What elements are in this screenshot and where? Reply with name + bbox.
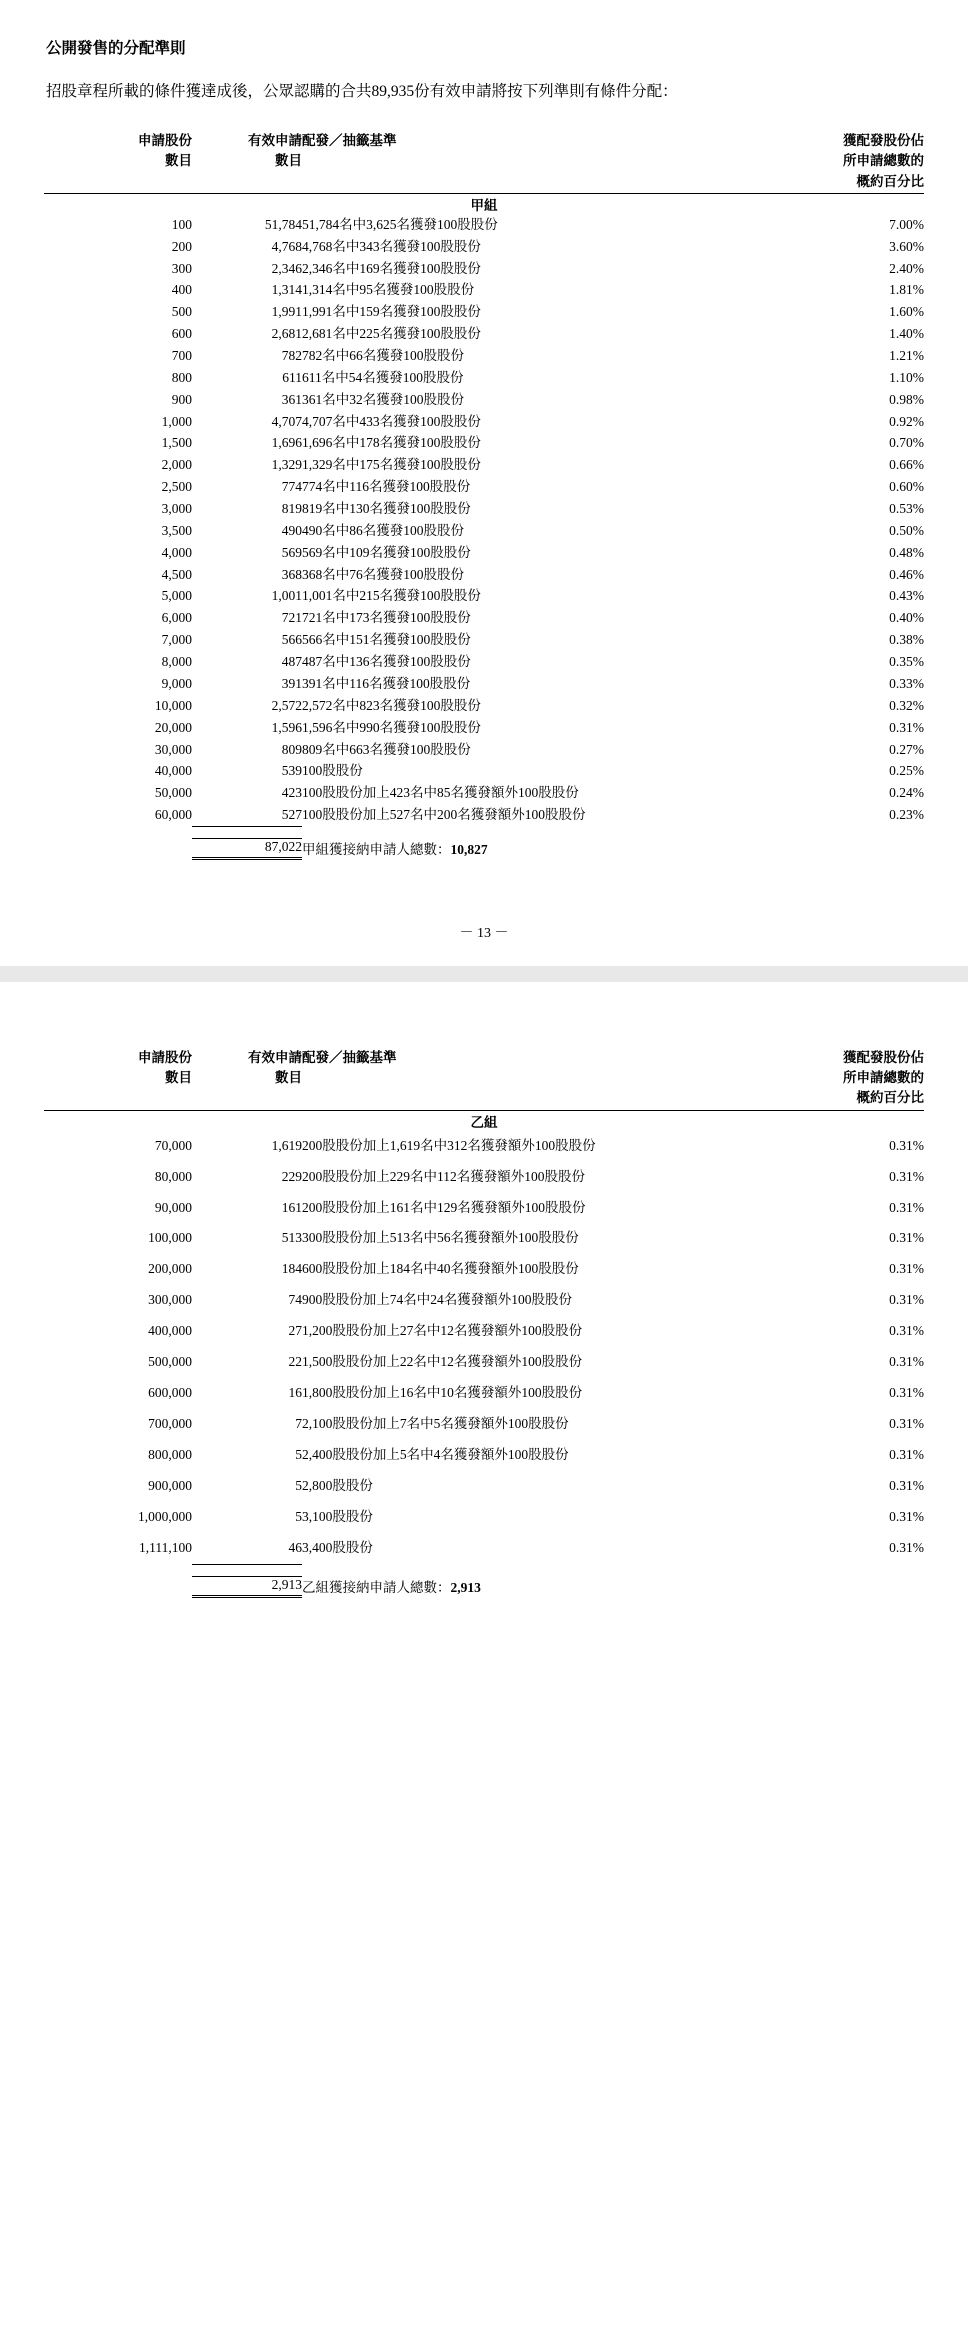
spacer-cell-b2 bbox=[192, 1566, 302, 1577]
table-row bbox=[44, 1409, 924, 1440]
cell-allocation-basis: 368名中76名獲發100股股份 bbox=[302, 566, 464, 582]
cell-percentage: 0.70% bbox=[889, 435, 924, 451]
cell-valid-applications: 1,991 bbox=[271, 304, 302, 320]
cell-allocation-basis: 3,400股股份 bbox=[302, 1539, 373, 1555]
table-row bbox=[44, 279, 924, 301]
cell-allocation-basis: 611名中54名獲發100股股份 bbox=[302, 369, 464, 385]
cell-allocation-basis: 4,707名中433名獲發100股股份 bbox=[302, 413, 481, 429]
total-valid-applications-b: 2,913 bbox=[192, 1576, 302, 1596]
table-row bbox=[44, 607, 924, 629]
cell-apply-shares: 40,000 bbox=[154, 763, 192, 779]
total-empty-cell bbox=[44, 838, 192, 858]
cell-apply-shares: 60,000 bbox=[154, 807, 192, 823]
header-pct-line2-b: 所申請總數的 bbox=[843, 1070, 924, 1086]
cell-percentage: 0.31% bbox=[889, 1385, 924, 1401]
cell-apply-shares: 1,500 bbox=[161, 435, 192, 451]
cell-apply-shares: 200,000 bbox=[148, 1261, 192, 1277]
cell-percentage: 0.33% bbox=[889, 675, 924, 691]
cell-valid-applications: 809 bbox=[281, 741, 302, 757]
cell-apply-shares: 4,000 bbox=[161, 544, 192, 560]
document-page-1 bbox=[0, 0, 968, 966]
cell-apply-shares: 20,000 bbox=[154, 719, 192, 735]
table-row bbox=[44, 629, 924, 651]
header-allocation-basis: 配發／抽籤基準 bbox=[302, 133, 397, 149]
cell-apply-shares: 500 bbox=[171, 304, 192, 320]
cell-percentage: 1.10% bbox=[889, 369, 924, 385]
cell-allocation-basis: 2,400股股份加上5名中4名獲發額外100股股份 bbox=[302, 1446, 569, 1462]
total-row-group-b bbox=[44, 1576, 924, 1596]
cell-apply-shares: 50,000 bbox=[154, 785, 192, 801]
cell-valid-applications: 1,596 bbox=[271, 719, 302, 735]
cell-allocation-basis: 487名中136名獲發100股股份 bbox=[302, 654, 471, 670]
table-row bbox=[44, 323, 924, 345]
header-apply-shares bbox=[44, 131, 192, 192]
table-row bbox=[44, 585, 924, 607]
cell-percentage: 0.25% bbox=[889, 763, 924, 779]
header-apply-line1-b: 申請股份 bbox=[138, 1049, 192, 1065]
table-body-group-b bbox=[44, 1131, 924, 1564]
cell-apply-shares: 2,000 bbox=[161, 457, 192, 473]
header-pct-line3: 概約百分比 bbox=[856, 173, 924, 189]
table-row bbox=[44, 236, 924, 258]
table-row bbox=[44, 389, 924, 411]
cell-percentage: 0.50% bbox=[889, 522, 924, 538]
table-row bbox=[44, 1378, 924, 1409]
cell-percentage: 1.40% bbox=[889, 326, 924, 342]
cell-percentage: 0.98% bbox=[889, 391, 924, 407]
cell-allocation-basis: 1,991名中159名獲發100股股份 bbox=[302, 304, 481, 320]
cell-allocation-basis: 300股股份加上513名中56名獲發額外100股股份 bbox=[302, 1230, 579, 1246]
cell-percentage: 0.48% bbox=[889, 544, 924, 560]
table-row bbox=[44, 301, 924, 323]
cell-allocation-basis: 391名中116名獲發100股股份 bbox=[302, 675, 471, 691]
cell-valid-applications: 5 bbox=[295, 1446, 302, 1462]
total-label-prefix-b: 乙組獲接納申請人總數： bbox=[302, 1580, 451, 1596]
cell-allocation-basis: 2,800股股份 bbox=[302, 1477, 373, 1493]
cell-valid-applications: 423 bbox=[281, 785, 302, 801]
cell-percentage: 0.31% bbox=[889, 1137, 924, 1153]
cell-allocation-basis: 1,314名中95名獲發100股股份 bbox=[302, 282, 475, 298]
cell-valid-applications: 391 bbox=[281, 675, 302, 691]
cell-valid-applications: 184 bbox=[281, 1261, 302, 1277]
cell-allocation-basis: 809名中663名獲發100股股份 bbox=[302, 741, 471, 757]
cell-percentage: 0.66% bbox=[889, 457, 924, 473]
table-row bbox=[44, 564, 924, 586]
cell-percentage: 0.23% bbox=[889, 807, 924, 823]
cell-valid-applications: 161 bbox=[281, 1199, 302, 1215]
table-row bbox=[44, 651, 924, 673]
cell-valid-applications: 22 bbox=[288, 1354, 302, 1370]
cell-valid-applications: 487 bbox=[281, 654, 302, 670]
table-row bbox=[44, 542, 924, 564]
cell-apply-shares: 9,000 bbox=[161, 675, 192, 691]
cell-apply-shares: 1,000 bbox=[161, 413, 192, 429]
cell-valid-applications: 721 bbox=[281, 610, 302, 626]
cell-valid-applications: 611 bbox=[282, 369, 302, 385]
total-label-prefix-a: 甲組獲接納申請人總數： bbox=[302, 842, 451, 858]
header-pct-line2: 所申請總數的 bbox=[843, 153, 924, 169]
cell-percentage: 0.24% bbox=[889, 785, 924, 801]
table-row bbox=[44, 1285, 924, 1316]
cell-apply-shares: 300,000 bbox=[148, 1292, 192, 1308]
spacer-cell-b3 bbox=[302, 1566, 774, 1577]
table-row bbox=[44, 1316, 924, 1347]
total-label-b bbox=[302, 1576, 924, 1596]
cell-percentage: 0.32% bbox=[889, 697, 924, 713]
cell-apply-shares: 200 bbox=[171, 238, 192, 254]
cell-allocation-basis: 2,346名中169名獲發100股股份 bbox=[302, 260, 481, 276]
table-row bbox=[44, 411, 924, 433]
cell-percentage: 0.31% bbox=[889, 1415, 924, 1431]
cell-percentage: 0.31% bbox=[889, 1446, 924, 1462]
table-body-group-a bbox=[44, 214, 924, 827]
cell-allocation-basis: 1,200股股份加上27名中12名獲發額外100股股份 bbox=[302, 1323, 583, 1339]
table-row bbox=[44, 717, 924, 739]
cell-percentage: 0.43% bbox=[889, 588, 924, 604]
table-row bbox=[44, 258, 924, 280]
cell-apply-shares: 400 bbox=[171, 282, 192, 298]
cell-valid-applications: 774 bbox=[281, 479, 302, 495]
table-row bbox=[44, 760, 924, 782]
cell-apply-shares: 30,000 bbox=[154, 741, 192, 757]
cell-valid-applications: 4,768 bbox=[271, 238, 302, 254]
cell-allocation-basis: 782名中66名獲發100股股份 bbox=[302, 348, 464, 364]
group-label-row-b bbox=[44, 1110, 924, 1131]
cell-percentage: 0.92% bbox=[889, 413, 924, 429]
cell-percentage: 1.60% bbox=[889, 304, 924, 320]
cell-apply-shares: 900 bbox=[171, 391, 192, 407]
cell-percentage: 0.31% bbox=[889, 1199, 924, 1215]
table-row bbox=[44, 498, 924, 520]
cell-apply-shares: 7,000 bbox=[161, 632, 192, 648]
cell-valid-applications: 1,314 bbox=[271, 282, 302, 298]
cell-allocation-basis: 569名中109名獲發100股股份 bbox=[302, 544, 471, 560]
table-row bbox=[44, 782, 924, 804]
cell-percentage: 1.81% bbox=[889, 282, 924, 298]
cell-percentage: 2.40% bbox=[889, 260, 924, 276]
allocation-table-group-a bbox=[44, 131, 924, 860]
cell-apply-shares: 80,000 bbox=[154, 1168, 192, 1184]
cell-valid-applications: 1,329 bbox=[271, 457, 302, 473]
cell-allocation-basis: 1,696名中178名獲發100股股份 bbox=[302, 435, 481, 451]
cell-valid-applications: 513 bbox=[281, 1230, 302, 1246]
cell-allocation-basis: 819名中130名獲發100股股份 bbox=[302, 501, 471, 517]
cell-valid-applications: 4,707 bbox=[271, 413, 302, 429]
cell-percentage: 0.31% bbox=[889, 1230, 924, 1246]
total-valid-applications-a: 87,022 bbox=[192, 838, 302, 858]
table-row bbox=[44, 520, 924, 542]
cell-apply-shares: 3,500 bbox=[161, 522, 192, 538]
table-row bbox=[44, 476, 924, 498]
cell-allocation-basis: 200股股份加上229名中112名獲發額外100股股份 bbox=[302, 1168, 585, 1184]
table-row bbox=[44, 345, 924, 367]
table-row bbox=[44, 739, 924, 761]
cell-allocation-basis: 490名中86名獲發100股股份 bbox=[302, 522, 464, 538]
cell-allocation-basis: 100股股份加上527名中200名獲發額外100股股份 bbox=[302, 807, 586, 823]
cell-apply-shares: 900,000 bbox=[148, 1477, 192, 1493]
cell-valid-applications: 566 bbox=[281, 632, 302, 648]
header-valid-line1-b: 有效申請 bbox=[248, 1049, 302, 1065]
cell-allocation-basis: 1,800股股份加上16名中10名獲發額外100股股份 bbox=[302, 1385, 583, 1401]
header-apply-line2-b: 數目 bbox=[165, 1070, 192, 1086]
group-label-row bbox=[44, 193, 924, 214]
cell-apply-shares: 10,000 bbox=[154, 697, 192, 713]
cell-percentage: 0.53% bbox=[889, 501, 924, 517]
cell-allocation-basis: 1,596名中990名獲發100股股份 bbox=[302, 719, 481, 735]
header-valid-line2: 數目 bbox=[275, 153, 302, 169]
cell-valid-applications: 5 bbox=[295, 1477, 302, 1493]
spacer-cell-b1 bbox=[44, 1566, 192, 1577]
cell-percentage: 0.46% bbox=[889, 566, 924, 582]
total-row-group-a bbox=[44, 838, 924, 858]
cell-allocation-basis: 600股股份加上184名中40名獲發額外100股股份 bbox=[302, 1261, 579, 1277]
table-header-row bbox=[44, 131, 924, 192]
table-row bbox=[44, 1502, 924, 1533]
cell-valid-applications: 1,619 bbox=[271, 1137, 302, 1153]
cell-valid-applications: 2,572 bbox=[271, 697, 302, 713]
cell-percentage: 7.00% bbox=[889, 216, 924, 232]
page-separator bbox=[0, 966, 968, 982]
cell-apply-shares: 100,000 bbox=[148, 1230, 192, 1246]
cell-percentage: 0.31% bbox=[889, 1292, 924, 1308]
cell-valid-applications: 229 bbox=[281, 1168, 302, 1184]
cell-valid-applications: 368 bbox=[281, 566, 302, 582]
table-row bbox=[44, 1533, 924, 1564]
table-row bbox=[44, 1223, 924, 1254]
cell-valid-applications: 527 bbox=[281, 807, 302, 823]
spacer-cell-2 bbox=[192, 828, 302, 839]
intro-paragraph: 招股章程所載的條件獲達成後，公眾認購的合共89,935份有效申請將按下列準則有條件分配： bbox=[46, 83, 678, 100]
table-row bbox=[44, 695, 924, 717]
header-valid-applications-b bbox=[192, 1048, 302, 1109]
cell-valid-applications: 490 bbox=[281, 522, 302, 538]
spacer-cell-3 bbox=[302, 828, 774, 839]
cell-valid-applications: 74 bbox=[288, 1292, 302, 1308]
cell-valid-applications: 1,696 bbox=[271, 435, 302, 451]
cell-apply-shares: 70,000 bbox=[154, 1137, 192, 1153]
cell-allocation-basis: 4,768名中343名獲發100股股份 bbox=[302, 238, 481, 254]
cell-allocation-basis: 721名中173名獲發100股股份 bbox=[302, 610, 471, 626]
cell-percentage: 0.31% bbox=[889, 1354, 924, 1370]
header-apply-shares-b bbox=[44, 1048, 192, 1109]
cell-valid-applications: 5 bbox=[295, 1508, 302, 1524]
cell-apply-shares: 1,111,100 bbox=[139, 1539, 192, 1555]
table-row bbox=[44, 1440, 924, 1471]
header-allocation-basis-b: 配發／抽籤基準 bbox=[302, 1049, 397, 1065]
cell-apply-shares: 700,000 bbox=[148, 1415, 192, 1431]
header-valid-line1: 有效申請 bbox=[248, 133, 302, 149]
cell-valid-applications: 539 bbox=[281, 763, 302, 779]
cell-allocation-basis: 1,500股股份加上22名中12名獲發額外100股股份 bbox=[302, 1354, 583, 1370]
cell-allocation-basis: 200股股份加上1,619名中312名獲發額外100股股份 bbox=[302, 1137, 596, 1153]
table-row bbox=[44, 1131, 924, 1162]
cell-percentage: 0.60% bbox=[889, 479, 924, 495]
cell-apply-shares: 2,500 bbox=[161, 479, 192, 495]
cell-apply-shares: 3,000 bbox=[161, 501, 192, 517]
spacer-cell-4 bbox=[774, 828, 924, 839]
header-apply-line2: 數目 bbox=[165, 153, 192, 169]
table-row bbox=[44, 1162, 924, 1193]
header-valid-line2-b: 數目 bbox=[275, 1070, 302, 1086]
cell-valid-applications: 51,784 bbox=[264, 216, 302, 232]
table-row bbox=[44, 673, 924, 695]
cell-apply-shares: 400,000 bbox=[148, 1323, 192, 1339]
header-pct-line3-b: 概約百分比 bbox=[856, 1090, 924, 1106]
cell-percentage: 0.31% bbox=[889, 1168, 924, 1184]
cell-percentage: 3.60% bbox=[889, 238, 924, 254]
cell-allocation-basis: 1,329名中175名獲發100股股份 bbox=[302, 457, 481, 473]
cell-apply-shares: 700 bbox=[171, 348, 192, 364]
cell-valid-applications: 16 bbox=[288, 1385, 302, 1401]
cell-percentage: 0.31% bbox=[889, 719, 924, 735]
total-label-value-a: 10,827 bbox=[450, 842, 488, 858]
cell-valid-applications: 27 bbox=[288, 1323, 302, 1339]
total-label-a bbox=[302, 838, 924, 858]
cell-apply-shares: 90,000 bbox=[154, 1199, 192, 1215]
page-number-1: － 13 － bbox=[459, 925, 509, 941]
cell-apply-shares: 6,000 bbox=[161, 610, 192, 626]
cell-valid-applications: 569 bbox=[281, 544, 302, 560]
header-percentage bbox=[774, 131, 924, 192]
table-row bbox=[44, 454, 924, 476]
spacer-cell-1 bbox=[44, 828, 192, 839]
cell-percentage: 0.35% bbox=[889, 654, 924, 670]
cell-valid-applications: 1,001 bbox=[271, 588, 302, 604]
table-row bbox=[44, 432, 924, 454]
cell-apply-shares: 600 bbox=[171, 326, 192, 342]
cell-percentage: 0.31% bbox=[889, 1261, 924, 1277]
total-empty-cell-b bbox=[44, 1576, 192, 1596]
header-pct-line1: 獲配發股份佔 bbox=[843, 133, 924, 149]
cell-allocation-basis: 566名中151名獲發100股股份 bbox=[302, 632, 471, 648]
cell-apply-shares: 5,000 bbox=[161, 588, 192, 604]
allocation-table-group-b bbox=[44, 1048, 924, 1598]
cell-percentage: 1.21% bbox=[889, 348, 924, 364]
cell-allocation-basis: 2,681名中225名獲發100股股份 bbox=[302, 326, 481, 342]
cell-apply-shares: 100 bbox=[171, 216, 192, 232]
cell-valid-applications: 2,346 bbox=[271, 260, 302, 276]
table-row bbox=[44, 1471, 924, 1502]
table-row bbox=[44, 214, 924, 236]
table-row bbox=[44, 804, 924, 826]
subtotal-spacer-row bbox=[44, 828, 924, 839]
group-label-b: 乙組 bbox=[470, 1114, 498, 1130]
cell-allocation-basis: 100股股份加上423名中85名獲發額外100股股份 bbox=[302, 785, 579, 801]
cell-valid-applications: 819 bbox=[281, 501, 302, 517]
cell-percentage: 0.40% bbox=[889, 610, 924, 626]
header-percentage-b bbox=[774, 1048, 924, 1109]
cell-valid-applications: 46 bbox=[288, 1539, 302, 1555]
cell-percentage: 0.38% bbox=[889, 632, 924, 648]
cell-allocation-basis: 3,100股股份 bbox=[302, 1508, 373, 1524]
spacer-cell-b4 bbox=[774, 1566, 924, 1577]
cell-valid-applications: 7 bbox=[295, 1415, 302, 1431]
cell-apply-shares: 1,000,000 bbox=[138, 1508, 192, 1524]
cell-percentage: 0.31% bbox=[889, 1539, 924, 1555]
header-valid-applications bbox=[192, 131, 302, 192]
cell-apply-shares: 300 bbox=[171, 260, 192, 276]
cell-valid-applications: 782 bbox=[281, 348, 302, 364]
cell-percentage: 0.27% bbox=[889, 741, 924, 757]
cell-allocation-basis: 100股股份 bbox=[302, 763, 363, 779]
page-title: 公開發售的分配準則 bbox=[46, 40, 186, 57]
cell-allocation-basis: 2,572名中823名獲發100股股份 bbox=[302, 697, 481, 713]
table-row bbox=[44, 1347, 924, 1378]
cell-percentage: 0.31% bbox=[889, 1477, 924, 1493]
header-pct-line1-b: 獲配發股份佔 bbox=[843, 1049, 924, 1065]
header-apply-line1: 申請股份 bbox=[138, 133, 192, 149]
table-header-row-b bbox=[44, 1048, 924, 1109]
group-label-a: 甲組 bbox=[470, 197, 498, 213]
table-row bbox=[44, 1254, 924, 1285]
cell-allocation-basis: 200股股份加上161名中129名獲發額外100股股份 bbox=[302, 1199, 586, 1215]
table-row bbox=[44, 367, 924, 389]
cell-allocation-basis: 774名中116名獲發100股股份 bbox=[302, 479, 471, 495]
cell-apply-shares: 600,000 bbox=[148, 1385, 192, 1401]
cell-allocation-basis: 1,001名中215名獲發100股股份 bbox=[302, 588, 481, 604]
cell-allocation-basis: 361名中32名獲發100股股份 bbox=[302, 391, 464, 407]
cell-percentage: 0.31% bbox=[889, 1508, 924, 1524]
cell-valid-applications: 361 bbox=[281, 391, 302, 407]
table-row bbox=[44, 1193, 924, 1224]
cell-allocation-basis: 2,100股股份加上7名中5名獲發額外100股股份 bbox=[302, 1415, 569, 1431]
total-label-value-b: 2,913 bbox=[450, 1580, 481, 1596]
cell-apply-shares: 8,000 bbox=[161, 654, 192, 670]
document-page-2 bbox=[0, 982, 968, 2352]
cell-allocation-basis: 900股股份加上74名中24名獲發額外100股股份 bbox=[302, 1292, 572, 1308]
cell-allocation-basis: 51,784名中3,625名獲發100股股份 bbox=[302, 216, 498, 232]
subtotal-spacer-row-b bbox=[44, 1566, 924, 1577]
cell-apply-shares: 800,000 bbox=[148, 1446, 192, 1462]
cell-apply-shares: 4,500 bbox=[161, 566, 192, 582]
cell-apply-shares: 800 bbox=[171, 369, 192, 385]
cell-apply-shares: 500,000 bbox=[148, 1354, 192, 1370]
cell-valid-applications: 2,681 bbox=[271, 326, 302, 342]
cell-percentage: 0.31% bbox=[889, 1323, 924, 1339]
